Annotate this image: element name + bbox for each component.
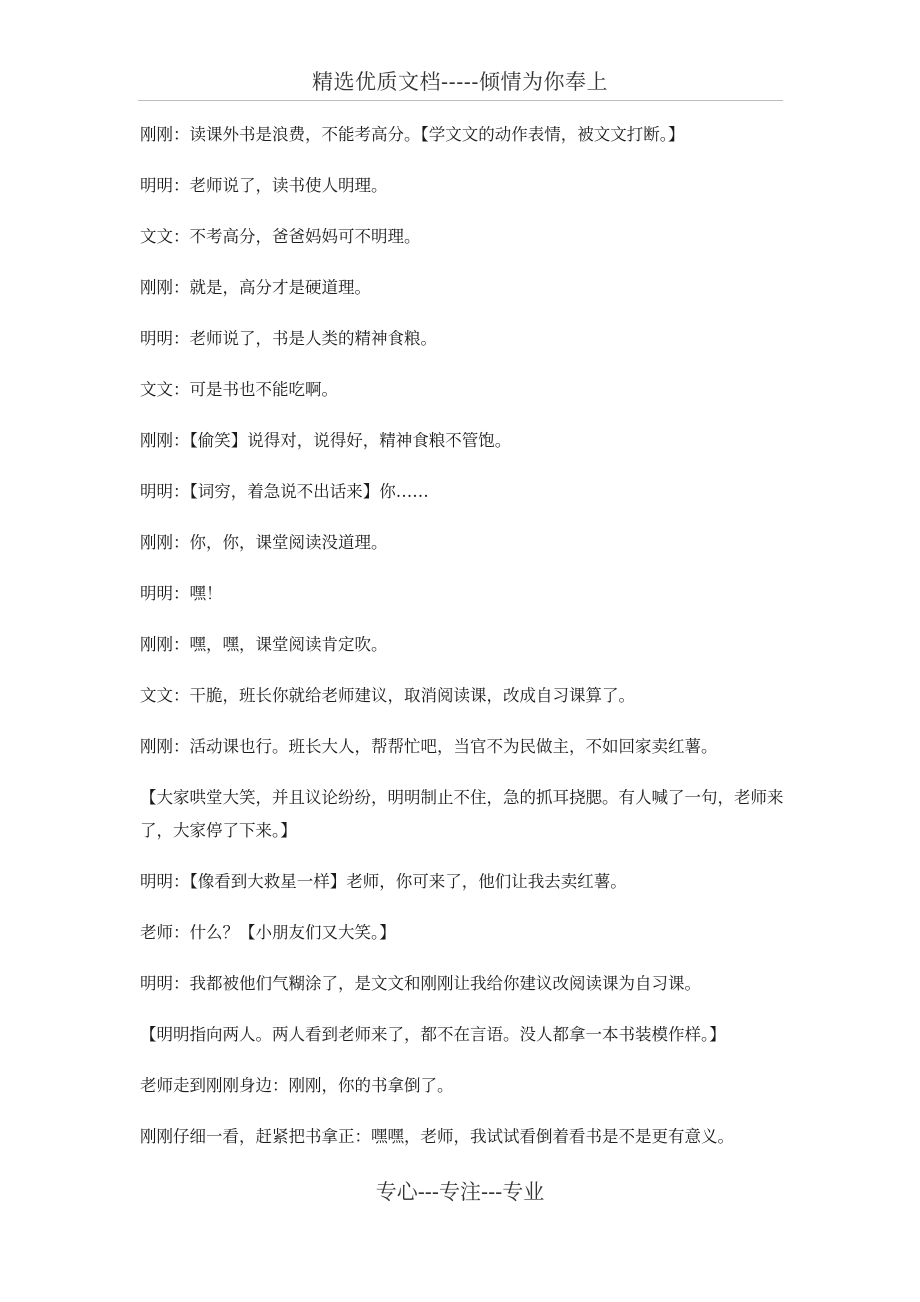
dialogue-line: 文文：不考高分，爸爸妈妈可不明理。 <box>140 227 421 246</box>
dialogue-line: 明明：老师说了，读书使人明理。 <box>140 176 388 195</box>
stage-direction: 【大家哄堂大笑，并且议论纷纷，明明制止不住，急的抓耳挠腮。有人喊了一句，老师来了，大家停了下来。】 <box>140 788 784 840</box>
dialogue-line: 明明：【像看到大救星一样】老师，你可来了，他们让我去卖红薯。 <box>140 872 627 891</box>
dialogue-line: 文文：可是书也不能吃啊。 <box>140 380 338 399</box>
dialogue-line: 刚刚：就是，高分才是硬道理。 <box>140 278 371 297</box>
narration-line: 刚刚仔细一看，赶紧把书拿正：嘿嘿，老师，我试试看倒着看书是不是更有意义。 <box>140 1127 734 1146</box>
dialogue-line: 明明：我都被他们气糊涂了，是文文和刚刚让我给你建议改阅读课为自习课。 <box>140 974 701 993</box>
page-header: 精选优质文档-----倾情为你奉上 <box>312 70 608 94</box>
dialogue-line: 明明：老师说了，书是人类的精神食粮。 <box>140 329 437 348</box>
dialogue-line: 刚刚：你，你，课堂阅读没道理。 <box>140 533 388 552</box>
page-footer: 专心---专注---专业 <box>375 1180 545 1204</box>
dialogue-line: 明明：嘿！ <box>140 584 223 603</box>
document-body <box>140 118 788 1171</box>
dialogue-line: 刚刚：嘿，嘿，课堂阅读肯定吹。 <box>140 635 388 654</box>
dialogue-line: 老师：什么？【小朋友们又大笑。】 <box>140 923 396 942</box>
dialogue-line: 刚刚：读课外书是浪费，不能考高分。【学文文的动作表情，被文文打断。】 <box>140 125 685 144</box>
dialogue-line: 文文：干脆，班长你就给老师建议，取消阅读课，改成自习课算了。 <box>140 686 635 705</box>
dialogue-line: 刚刚：活动课也行。班长大人，帮帮忙吧，当官不为民做主，不如回家卖红薯。 <box>140 737 718 756</box>
dialogue-line: 刚刚：【偷笑】说得对，说得好，精神食粮不管饱。 <box>140 431 512 450</box>
stage-direction: 【明明指向两人。两人看到老师来了，都不在言语。没人都拿一本书装模作样。】 <box>140 1025 726 1044</box>
narration-line: 老师走到刚刚身边：刚刚，你的书拿倒了。 <box>140 1076 454 1095</box>
dialogue-line: 明明：【词穷，着急说不出话来】你…… <box>140 482 429 501</box>
header-divider <box>138 100 783 101</box>
